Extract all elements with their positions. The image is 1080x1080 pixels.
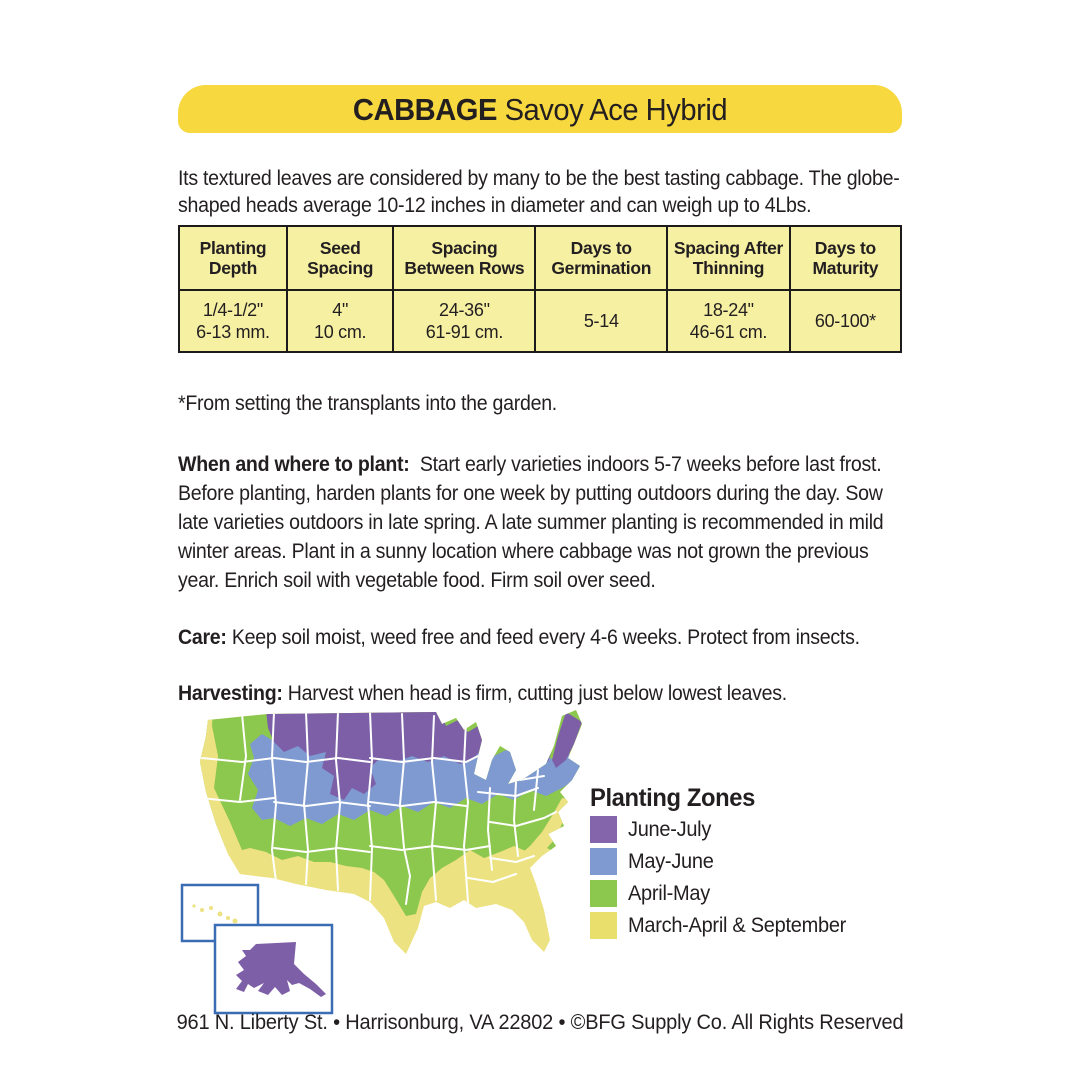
care-paragraph	[178, 624, 901, 651]
care-label: Care:	[178, 624, 227, 649]
col-header-spacing-between-rows: Spacing Between Rows	[393, 226, 535, 290]
legend-item-june-july	[590, 813, 862, 845]
col-header-seed-spacing: Seed Spacing	[287, 226, 394, 290]
cell-spacing-between-rows	[393, 290, 535, 352]
legend-title: Planting Zones	[590, 784, 755, 812]
legend-swatch-march-april-september	[590, 912, 617, 939]
value-line: 24-36"	[439, 300, 490, 320]
when-where-label: When and where to plant:	[178, 451, 410, 476]
harvesting-label: Harvesting:	[178, 680, 283, 705]
when-where-text: Start early varieties indoors 5-7 weeks before last frost. Before planting, harden plants for one week by putting outdoors during the day. Sow late varieties outdoors in late spring. A late summer planting is recommended in mild winter areas. Plant in a sunny location where cabbage was not grown the previous year. Enrich soil with vegetable food. Firm soil over seed.	[178, 451, 884, 592]
page-title	[200, 85, 881, 133]
value-line: 1/4-1/2"	[202, 300, 263, 320]
value-line: 4"	[332, 300, 349, 320]
title-banner	[178, 85, 902, 133]
planting-zones-map-section	[178, 700, 902, 1016]
value-line: 5-14	[583, 311, 619, 331]
col-header-days-to-maturity: Days to Maturity	[790, 226, 901, 290]
cell-seed-spacing	[287, 290, 394, 352]
legend-swatch-april-may	[590, 880, 617, 907]
maturity-footnote: *From setting the transplants into the garden.	[178, 390, 557, 415]
legend-item-may-june	[590, 845, 862, 877]
intro-paragraph: Its textured leaves are considered by many to be the best tasting cabbage. The globe-shaped heads average 10-12 inches in diameter and can weigh up to 4Lbs.	[178, 165, 900, 217]
care-text: Keep soil moist, weed free and feed every 4-6 weeks. Protect from insects.	[231, 624, 860, 649]
legend-label: May-June	[628, 848, 714, 873]
map-legend	[590, 784, 862, 941]
cell-days-to-germination	[535, 290, 667, 352]
value-line: 18-24"	[703, 300, 754, 320]
us-planting-zones-map	[178, 700, 602, 1016]
legend-item-march-april-september	[590, 909, 862, 941]
cell-days-to-maturity	[790, 290, 901, 352]
harvesting-text: Harvest when head is firm, cutting just below lowest leaves.	[287, 680, 787, 705]
legend-label: April-May	[628, 880, 710, 905]
value-line: 60-100*	[814, 311, 876, 331]
legend-swatch-june-july	[590, 816, 617, 843]
cell-planting-depth	[179, 290, 287, 352]
variety-name-bold: CABBAGE	[352, 92, 497, 127]
legend-label: June-July	[628, 816, 712, 841]
when-where-paragraph	[178, 450, 901, 595]
value-line: 61-91 cm.	[425, 322, 504, 342]
variety-name-regular: Savoy Ace Hybrid	[496, 92, 728, 127]
legend-swatch-may-june	[590, 848, 617, 875]
planting-spec-table	[178, 225, 902, 353]
cell-spacing-after-thinning	[667, 290, 790, 352]
col-header-spacing-after-thinning: Spacing After Thinning	[667, 226, 790, 290]
publisher-address-line: 961 N. Liberty St. • Harrisonburg, VA 22802 • ©BFG Supply Co. All Rights Reserved	[176, 1010, 904, 1034]
legend-item-april-may	[590, 877, 862, 909]
col-header-days-to-germination: Days to Germination	[535, 226, 667, 290]
legend-label: March-April & September	[628, 912, 847, 937]
table-header-row	[179, 226, 901, 290]
value-line: 46-61 cm.	[689, 322, 768, 342]
value-line: 6-13 mm.	[196, 322, 270, 342]
table-row	[179, 290, 901, 352]
value-line: 10 cm.	[314, 322, 367, 342]
col-header-planting-depth: Planting Depth	[179, 226, 287, 290]
alaska-inset	[215, 925, 332, 1013]
